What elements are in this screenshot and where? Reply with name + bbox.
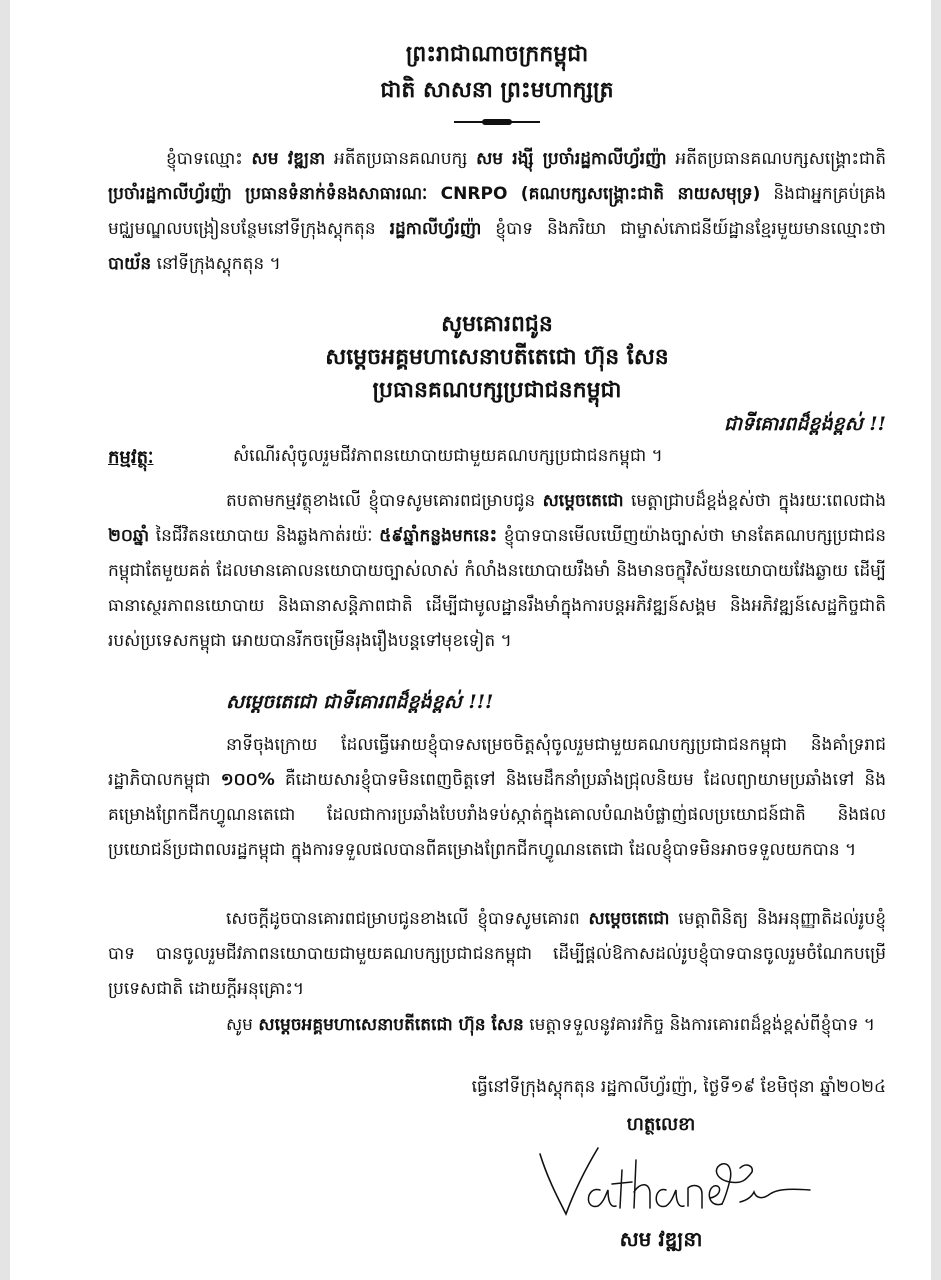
body-paragraph-4: សូម សម្តេចអគ្គមហាសេនាបតីតេជោ ហ៊ុន សែន មេត្តាទទួលនូវគារវកិច្ច និងការគោរពដ៏ខ្ពង់ខ្ពស់ពីខ្ញុំបាទ ។ bbox=[226, 1015, 875, 1035]
author-name: សម វឌ្ឍនា bbox=[251, 149, 326, 169]
salutation-line3: ប្រធានគណបក្សប្រជាជនកម្ពុជា bbox=[372, 377, 622, 403]
salutation-line1: សូមគោរពជូន bbox=[441, 311, 553, 337]
subject-label: កម្មវត្ថុៈ bbox=[108, 447, 154, 468]
signer-name: សម វឌ្ឍនា bbox=[619, 1227, 703, 1251]
body-paragraph-1: តបតាមកម្មវត្ថុខាងលើ ខ្ញុំបាទសូមគោរពជម្រាបជូន សម្តេចតេជោ មេត្តាជ្រាបដ៏ខ្ពង់ខ្ពស់ថា ក្នុងរយៈពេលជាង ២០ឆ្នាំ នៃជីវិតនយោបាយ និងឆ្លងកាត់រយ៉ៈ ៥៩ឆ្នាំកន្លងមកនេះ ខ្ញុំបាទបានមើលឃើញយ៉ាងច្បាស់ថា មានតែគណបក្សប្រជាជនកម្ពុជាតែមួយគត់ ដែលមានគោលនយោបាយច្បាស់លាស់ កំលាំងនយោបាយរឹងមាំ និងមានចក្ខុវិស័យនយោបាយវែងឆ្ងាយ ដើម្បីធានាស្ថេរភាពនយោបាយ និងធានាសន្តិភាពជាតិ ដើម្បីជាមូលដ្ឋានរឹងមាំក្នុងការបន្តអភិវឌ្ឍន៍សង្គម និងអភិវឌ្ឍន៍សេដ្ឋកិច្ចជាតិ របស់ប្រទេសកម្ពុជា អោយបានរីកចម្រើនរុងរឿងបន្តទៅមុខទៀត ។ bbox=[108, 491, 886, 651]
intro-paragraph: ខ្ញុំបាទឈ្មោះ សម វឌ្ឍនា អតីតប្រធានគណបក្ស សម រង្ស៊ី ប្រចាំរដ្ឋកាលីហ្វ័រញ៉ា អតីតប្រធានគណបក្សសង្គ្រោះជាតិ ប្រចាំរដ្ឋកាលីហ្វ័រញ៉ា ប្រធានទំនាក់ទំនងសាធារណៈ CNRPO (គណបក្សសង្គ្រោះជាតិ នាយសមុទ្រ) និងជាអ្នកគ្រប់គ្រងមជ្ឈមណ្ឌលបង្រៀនបន្ថែមនៅទីក្រុងស្តុកតុន រដ្ឋកាលីហ្វ័រញ៉ា ខ្ញុំបាទ និងភរិយា ជាម្ចាស់ភោជនីយ៍ដ្ឋានខ្មែរមួយមានឈ្មោះថា បាយ័ន នៅទីក្រុងស្តុកតុន ។ bbox=[108, 149, 887, 274]
salutation-line2: សម្តេចអគ្គមហាសេនាបតីតេជោ ហ៊ុន សែន bbox=[325, 344, 669, 370]
ornament-divider bbox=[454, 121, 540, 123]
honorific: ជាទីគោរពដ៏ខ្ពង់ខ្ពស់ !! bbox=[724, 413, 886, 435]
body-paragraph-3: សេចក្តីដូចបានគោរពជម្រាបជូនខាងលើ ខ្ញុំបាទសូមគោរព សម្តេចតេជោ មេត្តាពិនិត្យ និងអនុញ្ញាតិដល់រូបខ្ញុំបាទ បានចូលរួមជីវភាពនយោបាយជាមួយគណបក្សប្រជាជនកម្ពុជា ដើម្បីផ្តល់ឱកាសដល់រូបខ្ញុំបាទបានចូលរួមចំណែកបម្រើប្រទេសជាតិ ដោយក្តីអនុគ្រោះ។ bbox=[108, 909, 886, 999]
exclamation-heading: សម្តេចតេជោ ជាទីគោរពដ៏ខ្ពង់ខ្ពស់ !!! bbox=[226, 691, 494, 713]
body-paragraph-2: នាទីចុងក្រោយ ដែលធ្វើអោយខ្ញុំបាទសម្រេចចិត្តសុំចូលរួមជាមួយគណបក្សប្រជាជនកម្ពុជា និងគាំទ្ររាជរដ្ឋាភិបាលកម្ពុជា ១០០% គឺដោយសារខ្ញុំបាទមិនពេញចិត្តទៅ និងមេដឹកនាំប្រឆាំងជ្រុលនិយម ដែលព្យាយាមប្រឆាំងទៅ និងគម្រោងព្រែកជីកហ្វូណនតេជោ ដែលជាការប្រឆាំងបែបរាំងទប់ស្កាត់ក្នុងគោលបំណងបំផ្លាញ់ផលប្រយោជន៍ជាតិ និងផលប្រយោជន៍ប្រជាពលរដ្ឋកម្ពុជា ក្នុងការទទួលផលបានពីគម្រោងព្រែកជីកហ្វូណនតេជោ ដែលខ្ញុំបាទមិនអាចទទួលយកបាន ។ bbox=[108, 735, 886, 860]
place-and-date: ធ្វើនៅទីក្រុងស្តុកតុន រដ្ឋកាលីហ្វ័រញ៉ា, ថ្ងៃទី១៩ ខែមិថុនា ឆ្នាំ២០២៤ bbox=[471, 1077, 886, 1097]
kingdom-motto: ព្រះរាជាណាចក្រកម្ពុជា bbox=[405, 41, 589, 67]
signature-label: ហត្ថលេខា bbox=[626, 1114, 696, 1135]
subject-text: សំណើរសុំចូលរួមជីវភាពនយោបាយជាមួយគណបក្សប្រជាជនកម្ពុជា ។ bbox=[233, 446, 663, 466]
nation-motto: ជាតិ សាសនា ព្រះមហាក្សត្រ bbox=[380, 77, 614, 103]
handwritten-signature bbox=[526, 1140, 816, 1230]
